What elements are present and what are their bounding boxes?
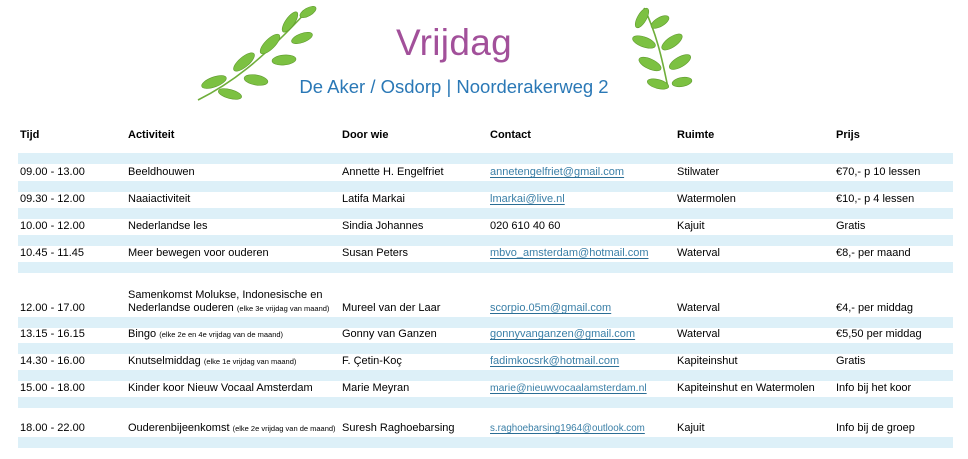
time-cell: 10.45 - 11.45	[20, 247, 85, 259]
room-cell: Waterval	[677, 247, 720, 259]
page-title: Vrijdag	[396, 22, 512, 63]
column-header-activity: Activiteit	[128, 129, 175, 141]
table-row	[0, 214, 968, 233]
by-cell: Suresh Raghoebarsing	[342, 422, 455, 434]
email-link[interactable]: fadimkocsrk@hotmail.com	[490, 355, 620, 367]
column-header-room: Ruimte	[677, 129, 715, 141]
room-cell: Waterval	[677, 302, 720, 314]
time-cell: 14.30 - 16.00	[20, 355, 85, 367]
email-link[interactable]: marie@nieuwvocaalamsterdam.nl	[490, 383, 647, 394]
price-cell: €70,- p 10 lessen	[836, 166, 921, 178]
by-cell: Sindia Johannes	[342, 220, 424, 232]
by-cell: F. Çetin-Koç	[342, 355, 402, 367]
activity-cell: Naaiactiviteit	[128, 193, 191, 205]
room-cell: Waterval	[677, 328, 720, 340]
time-cell: 10.00 - 12.00	[20, 220, 85, 232]
table-row	[0, 349, 968, 368]
activity-cell: Bingo (elke 2e en 4e vrijdag van de maand)	[128, 328, 284, 340]
time-cell: 12.00 - 17.00	[20, 302, 85, 314]
time-cell: 13.15 - 16.15	[20, 328, 85, 340]
column-header-contact: Contact	[490, 129, 531, 141]
activity-cell: Ouderenbijeenkomst (elke 2e vrijdag van de maand)	[128, 422, 336, 434]
page-subtitle: De Aker / Osdorp | Noorderakerweg 2	[299, 76, 609, 97]
price-cell: Info bij het koor	[836, 382, 912, 394]
room-cell: Kapiteinshut	[677, 355, 738, 367]
room-cell: Kajuit	[677, 422, 705, 434]
column-header-by: Door wie	[342, 129, 389, 141]
phone-cell: 020 610 40 60	[490, 220, 561, 232]
email-link[interactable]: scorpio.05m@gmail.com	[490, 302, 612, 314]
email-link[interactable]: annetengelfriet@gmail.com	[490, 166, 625, 178]
time-cell: 09.00 - 13.00	[20, 166, 85, 178]
time-cell: 15.00 - 18.00	[20, 382, 85, 394]
price-cell: €10,- p 4 lessen	[836, 193, 915, 205]
email-link[interactable]: lmarkai@live.nl	[490, 193, 565, 205]
activity-cell: Nederlandse les	[128, 220, 208, 232]
table-row	[0, 322, 968, 341]
price-cell: €4,- per middag	[836, 302, 914, 314]
time-cell: 18.00 - 22.00	[20, 422, 85, 434]
table-row	[0, 160, 968, 179]
by-cell: Latifa Markai	[342, 193, 405, 205]
row-stripe	[18, 437, 953, 448]
by-cell: Gonny van Ganzen	[342, 328, 437, 340]
table-row	[0, 405, 968, 435]
activity-cell: Samenkomst Molukse, Indonesische en Nederlandse ouderen (elke 3e vrijdag van maand)	[128, 289, 330, 314]
email-link[interactable]: mbvo_amsterdam@hotmail.com	[490, 247, 649, 259]
activity-cell: Beeldhouwen	[128, 166, 195, 178]
table-header	[0, 129, 968, 145]
price-cell: Info bij de groep	[836, 422, 915, 434]
table-row	[0, 270, 968, 315]
price-cell: €8,- per maand	[836, 247, 911, 259]
price-cell: Gratis	[836, 220, 866, 232]
activity-cell: Knutselmiddag (elke 1e vrijdag van maand)	[128, 355, 297, 367]
room-cell: Stilwater	[677, 166, 720, 178]
room-cell: Kajuit	[677, 220, 705, 232]
table-row	[0, 241, 968, 260]
activity-cell: Kinder koor Nieuw Vocaal Amsterdam	[128, 382, 313, 394]
by-cell: Susan Peters	[342, 247, 409, 259]
price-cell: €5,50 per middag	[836, 328, 922, 340]
email-link[interactable]: gonnyvanganzen@gmail.com	[490, 328, 636, 340]
time-cell: 09.30 - 12.00	[20, 193, 85, 205]
activity-cell: Meer bewegen voor ouderen	[128, 247, 269, 259]
column-header-price: Prijs	[836, 129, 860, 141]
email-link[interactable]: s.raghoebarsing1964@outlook.com	[490, 423, 645, 434]
table-row	[0, 376, 968, 395]
price-cell: Gratis	[836, 355, 866, 367]
by-cell: Mureel van der Laar	[342, 302, 441, 314]
activity-note: (elke 2e en 4e vrijdag van de maand)	[159, 330, 284, 339]
room-cell: Watermolen	[677, 193, 736, 205]
activity-note: (elke 1e vrijdag van maand)	[203, 357, 297, 366]
by-cell: Marie Meyran	[342, 382, 410, 394]
room-cell: Kapiteinshut en Watermolen	[677, 382, 815, 394]
by-cell: Annette H. Engelfriet	[342, 166, 444, 178]
activity-note: (elke 3e vrijdag van maand)	[236, 304, 330, 313]
table-row	[0, 187, 968, 206]
column-header-time: Tijd	[20, 129, 40, 141]
activity-note: (elke 2e vrijdag van de maand)	[232, 424, 336, 433]
